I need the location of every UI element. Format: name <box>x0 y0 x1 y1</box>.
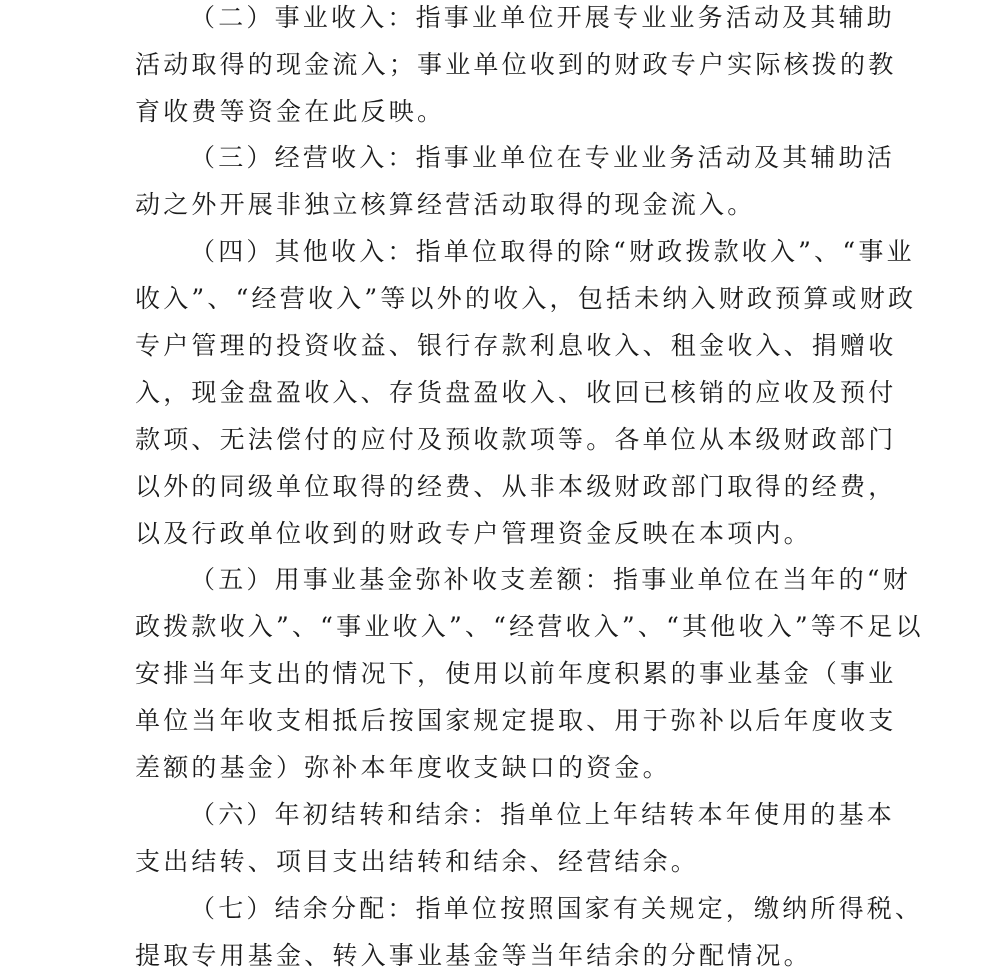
text-line: 入，现金盘盈收入、存货盘盈收入、收回已核销的应收及预付 <box>135 378 897 407</box>
text-line: （四）其他收入：指单位取得的除“财政拨款收入”、“事业 <box>190 237 915 266</box>
text-line: （七）结余分配：指单位按照国家有关规定，缴纳所得税、 <box>190 894 924 923</box>
text-line: 差额的基金）弥补本年度收支缺口的资金。 <box>135 753 671 782</box>
text-line: 支出结转、项目支出结转和结余、经营结余。 <box>135 847 700 876</box>
text-line: 款项、无法偿付的应付及预收款项等。各单位从本级财政部门 <box>135 425 897 454</box>
text-line: （三）经营收入：指事业单位在专业业务活动及其辅助活 <box>190 143 896 172</box>
text-line: 政拨款收入”、“事业收入”、“经营收入”、“其他收入”等不足以 <box>135 612 924 641</box>
text-line: （六）年初结转和结余：指单位上年结转本年使用的基本 <box>190 800 896 829</box>
text-line: 动之外开展非独立核算经营活动取得的现金流入。 <box>135 190 756 219</box>
text-line: 收入”、“经营收入”等以外的收入，包括未纳入财政预算或财政 <box>135 284 917 313</box>
text-line: 育收费等资金在此反映。 <box>135 97 446 126</box>
text-line: 以及行政单位收到的财政专户管理资金反映在本项内。 <box>135 519 812 548</box>
text-line: 安排当年支出的情况下，使用以前年度积累的事业基金（事业 <box>135 659 897 688</box>
text-line: 提取专用基金、转入事业基金等当年结余的分配情况。 <box>135 941 812 970</box>
text-line: 活动取得的现金流入；事业单位收到的财政专户实际核拨的教 <box>135 50 897 79</box>
text-line: （五）用事业基金弥补收支差额：指事业单位在当年的“财 <box>190 565 911 594</box>
text-line: （二）事业收入：指事业单位开展专业业务活动及其辅助 <box>190 3 896 32</box>
text-line: 单位当年收支相抵后按国家规定提取、用于弥补以后年度收支 <box>135 706 897 735</box>
text-line: 专户管理的投资收益、银行存款利息收入、租金收入、捐赠收 <box>135 331 897 360</box>
text-line: 以外的同级单位取得的经费、从非本级财政部门取得的经费， <box>135 472 897 501</box>
